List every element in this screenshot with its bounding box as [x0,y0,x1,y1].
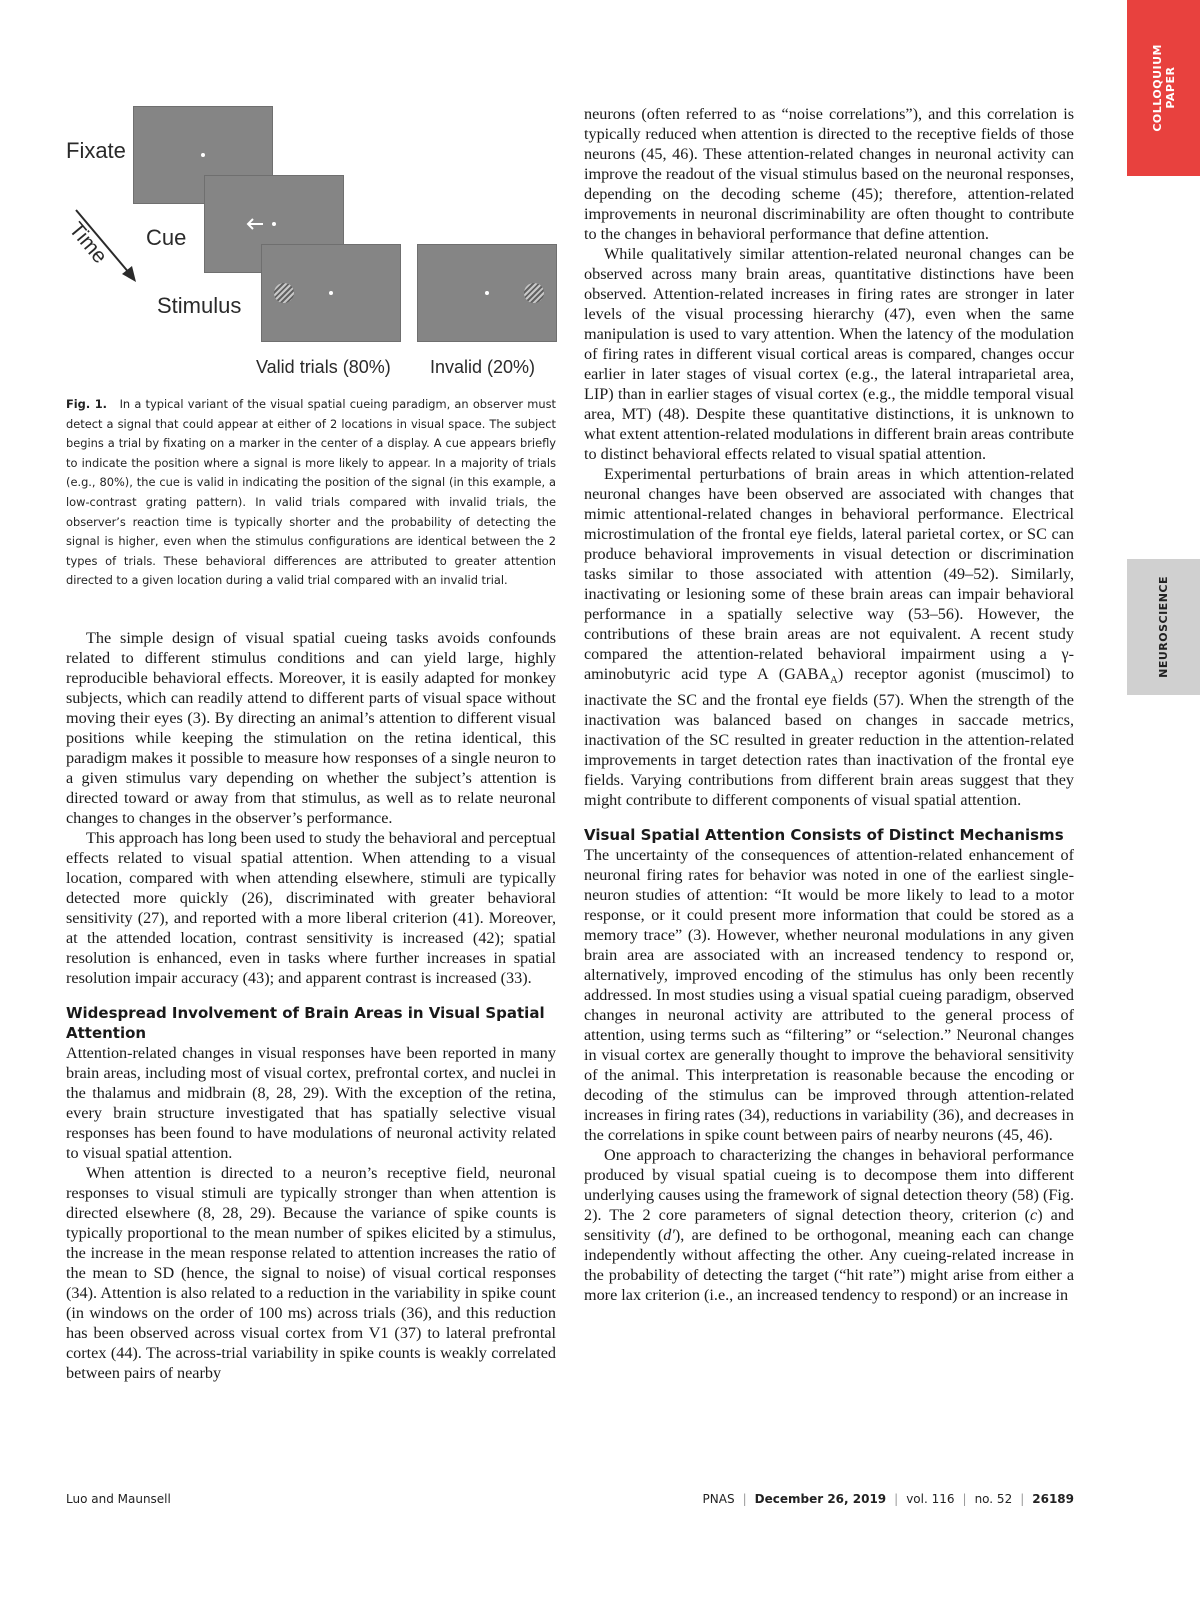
paragraph: Experimental perturbations of brain areas in which attention-related neuronal changes have been observed are associated with changes that mimic attentional-related changes in behavioral performance. Electrical microstimulation of the frontal eye fields, lateral parietal cortex, or SC can produce behavioral improvements in visual detection or discrimination tasks similar to those associated with attention (49–52). Similarly, inactivating or lesioning some of these brain areas can impair behavioral performance in a spatially selective way (53–56). However, the contributions of these brain areas are not equivalent. A recent study compared the attention-related behavioral impairment using a γ-aminobutyric acid type A $(GABA_A)$ receptor agonist (muscimol) to inactivate the SC and the frontal eye fields (57). When the strength of the inactivation was balanced based on changes in saccade metrics, inactivation of the SC resulted in greater reduction in the attention-related improvements in target detection rates than inactivation of the frontal eye fields. Varying contributions from different brain areas suggest that they might contribute to different components of visual spatial attention. [584,465,1074,810]
left-column [66,628,556,1383]
right-column [584,104,1074,1305]
volume: vol. 116 [906,1492,955,1506]
section-heading: Visual Spatial Attention Consists of Distinct Mechanisms [584,826,1064,845]
invalid-trials-label: Invalid (20%) [430,357,536,377]
section-label: NEUROSCIENCE [1157,576,1170,678]
cue-label: Cue [146,225,187,250]
fixation-dot [201,153,205,157]
paragraph: When attention is directed to a neuron’s receptive field, neuronal responses to visual stimuli are typically stronger than when attention is directed elsewhere (8, 28, 29). Because the variance of spike counts is typically proportional to the mean number of spikes elicited by a stimulus, the increase in the mean response related to attention increases the ratio of the mean to SD (hence, the signal to noise) of visual cortical responses (34). Attention is also related to a reduction in the variability in spike count (in windows on the order of 100 ms) across trials (36), and this reduction has been observed across visual cortex from V1 (37) to lateral prefrontal cortex (44). The across-trial variability in spike counts is weakly correlated between pairs of nearby [66,1164,556,1382]
tab-line-1: COLLOQUIUM [1150,44,1164,132]
cue-arrow-icon [245,218,265,230]
footer-authors: Luo and Maunsell [66,1492,171,1506]
paragraph: While qualitatively similar attention-related neuronal changes can be observed across many brain areas, quantitative distinctions have been observed. Attention-related increases in firing rates are stronger in later levels of the visual processing hierarchy (47), even when the same manipulation is used to vary attention. When the latency of the modulation of firing rates in different visual cortical areas is compared, changes occur earlier in later stages of visual cortex (e.g., the lateral intraparietal area, LIP) than in earlier stages of visual cortex (e.g., the middle temporal visual area, MT) (48). Despite these quantitative distinctions, it is unknown to what extent attention-related modulations in different brain areas contribute to distinct behavioral effects related to visual spatial attention. [584,245,1074,463]
invalid-stimulus-panel [417,244,557,342]
valid-trials-label: Valid trials (80%) [256,357,391,377]
fixation-dot [272,222,276,226]
paragraph: The uncertainty of the consequences of attention-related enhancement of neuronal firing rates for behavior was noted in one of the earliest single-neuron studies of attention: “It would be more likely to lead to a motor response, or it could present more information that could be stored as a memory trace” (3). However, whether neuronal modulations in any given brain area are associated with an increased tendency to respond or, alternatively, improved encoding of the stimulus has only been recently addressed. In most studies using a visual spatial cueing paradigm, observed changes in neuronal activity are attributed to the general process of attention, using terms such as “filtering” or “selection.” Neuronal changes in visual cortex are generally thought to improve the behavioral sensitivity of the animal. This interpretation is reasonable because the encoding or decoding of the stimulus can be improved through attention-related increases in firing rates (34), reductions in variability (36), and decreases in the correlations in spike count between pairs of nearby neurons (45, 46). [584,846,1074,1145]
fixation-dot [329,291,333,295]
issue-date: December 26, 2019 [754,1492,887,1506]
footer-citation: PNAS | December 26, 2019 | vol. 116 | no. 52 | 26189 [702,1492,1074,1506]
journal-name: PNAS [702,1492,735,1506]
grating-icon [274,283,294,303]
stimulus-label: Stimulus [157,293,242,318]
grating-icon [524,283,544,303]
paragraph: Attention-related changes in visual responses have been reported in many brain areas, including most of visual cortex, prefrontal cortex, and nuclei in the thalamus and midbrain (8, 28, 29). With the exception of the retina, every brain structure investigated that has spatially selective visual responses has been found to have modulations of neuronal activity related to visual spatial attention. [66,1044,556,1162]
page-number: 26189 [1032,1492,1074,1506]
section-heading: Widespread Involvement of Brain Areas in Visual Spatial Attention [66,1004,545,1042]
valid-stimulus-panel [261,244,401,342]
paragraph: One approach to characterizing the changes in behavioral performance produced by visual spatial cueing is to decompose them into different underlying causes using the framework of signal detection theory (58) (Fig. 2). The 2 core parameters of signal detection theory, criterion (c) and sensitivity (d′), are defined to be orthogonal, meaning each can change independently without affecting the other. Any cueing-related increase in the probability of detecting the target (“hit rate”) might arise from either a more lax criterion (i.e., an increased tendency to respond) or an increase in [584,1146,1075,1305]
issue-number: no. 52 [974,1492,1013,1506]
paragraph: neurons (often referred to as “noise correlations”), and this correlation is typically reduced when attention is directed to the receptive fields of those neurons (45, 46). These attention-related changes in neuronal activity can improve the readout of the visual stimulus based on the neuronal responses, depending on the decoding scheme (45); therefore, attention-related improvements in neuronal discriminability are often thought to contribute to the changes in behavioral performance that define attention. [584,105,1075,243]
caption-label: Fig. 1. [66,397,107,411]
time-label: Time [64,218,112,268]
paragraph: This approach has long been used to study the behavioral and perceptual effects related to visual spatial attention. When attending to a visual location, compared with when attending elsewhere, stimuli are typically detected more quickly (26), discriminated with greater behavioral sensitivity (27), and reported with a more liberal criterion (41). Moreover, at the attended location, contrast sensitivity is increased (42); spatial resolution is enhanced, even in tasks where further increases in spatial resolution impair accuracy (43); and apparent contrast is increased (33). [66,829,556,987]
tab-line-2: PAPER [1163,66,1177,110]
paragraph: The simple design of visual spatial cueing tasks avoids confounds related to different stimulus conditions and can yield large, highly reproducible behavioral effects. Moreover, it is easily adapted for monkey subjects, which can readily attend to different parts of visual space without moving their eyes (3). By directing an animal’s attention to different visual positions while keeping the stimulation on the retina identical, this paradigm makes it possible to measure how responses of a single neuron to a given stimulus vary depending on whether the subject’s attention is directed toward or away from that stimulus, as well as to relate neuronal changes to changes in the observer’s performance. [66,629,556,827]
fixate-label: Fixate [66,138,126,163]
fixation-dot [485,291,489,295]
section-tab [1127,559,1200,695]
figure-caption [66,395,556,591]
caption-text: In a typical variant of the visual spatial cueing paradigm, an observer must detect a signal that could appear at either of 2 locations in visual space. The subject begins a trial by fixating on a marker in the center of a display. A cue appears briefly to indicate the position where a signal is more likely to appear. In a majority of trials (e.g., 80%), the cue is valid in indicating the position of the signal (in this example, a low-contrast grating pattern). In valid trials compared with invalid trials, the observer’s reaction time is typically shorter and the probability of detecting the signal is higher, even when the stimulus configurations are identical between the 2 types of trials. These behavioral differences are attributed to greater attention directed to a given location during a valid trial compared with an invalid trial. [66,397,556,588]
colloquium-paper-tab [1127,0,1200,176]
figure-1 [66,100,566,390]
